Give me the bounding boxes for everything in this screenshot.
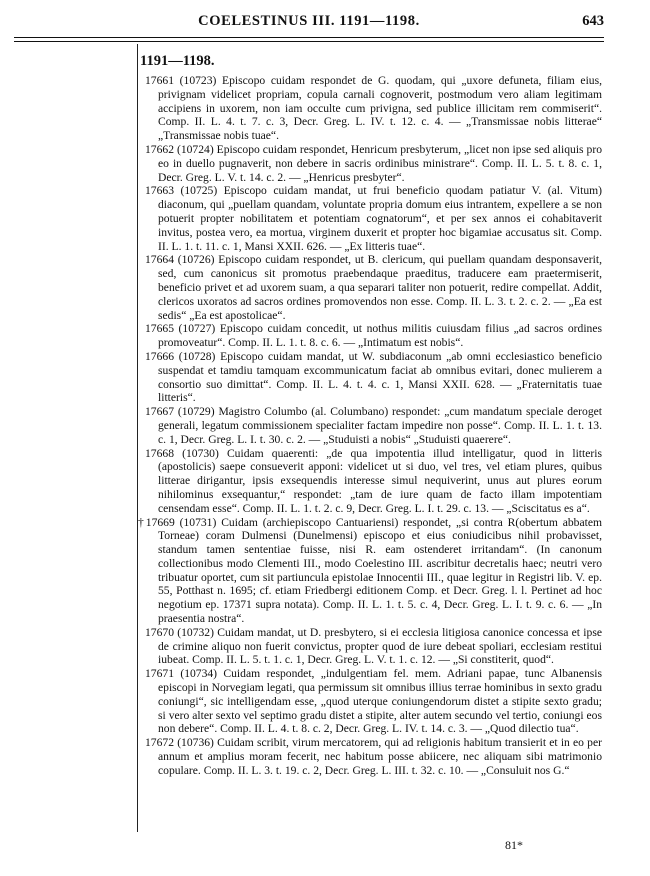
- regest-entry: [140, 667, 602, 736]
- signature-mark: 81*: [505, 838, 523, 852]
- page-number: 643: [582, 13, 604, 29]
- entry-text: 17671 (10734) Cuidam respondet, „indulgentiam fel. mem. Adriani papae, tunc Albanensis episcopi in Norvegiam legati, qua permissum sit omnibus illius terrae hominibus in sexto gradu coniungi“, sic intelligendam esse, „quod uterque coniungendorum distet a stipite sexto gradu; si vero alter sexto vel septimo gradu distet a stipite, alter autem secundo vel tertio, coniungi eos non debere“. Comp. II. L. 4. t. 8. c. 2, Decr. Greg. L. IV. t. 14. c. 3. — „Quod dilectio tua“.: [145, 667, 602, 736]
- entry-text: 17666 (10728) Episcopo cuidam mandat, ut W. subdiaconum „ab omni ecclesiastico beneficio suspendat et tamdiu tamquam excommunicatum faciat ab omnibus evitari, donec mulierem a consortio suo dimittat“. Comp. II. L. 4. t. 4. c. 1, Mansi XXII. 628. — „Fraternitatis tuae litteris“.: [145, 349, 602, 405]
- spurious-marker: †: [138, 515, 146, 529]
- margin-rule: [137, 44, 138, 832]
- regest-entry: [140, 736, 602, 777]
- regest-entry: [140, 74, 602, 143]
- header-rule-top: [14, 37, 604, 38]
- regest-entry: [140, 626, 602, 667]
- regest-entry: [140, 184, 602, 253]
- entry-text: 17662 (10724) Episcopo cuidam respondet, Henricum presbyterum, „licet non ipse sed aliquis pro eo in duello pugnaverit, non debere in sacris ordinibus ministrare“. Comp. II. L. 5. t. 8. c. 1, Decr. Greg. L. V. t. 14. c. 2. — „Henricus presbyter“.: [145, 142, 602, 184]
- regest-entry: [140, 322, 602, 350]
- regest-entry: [140, 253, 602, 322]
- regest-entry: [140, 405, 602, 446]
- entry-text: 17669 (10731) Cuidam (archiepiscopo Cantuariensi) respondet, „si contra R(obertum abbatem Torneae) coram Dulmensi (Dunelmensi) episcopo et eius coniudicibus nihil probavisset, standum tamen sententiae fuisse, nisi R. eam ostenderet irritandam“. (In canonum collectionibus modo Clementi III., modo Coelestino III. ascribitur decretalis haec; neutri vero tribuatur oportet, cum sit partiuncula epistolae Innocentii III., quae legitur in Registri lib. V. ep. 55, Potthast n. 1695; cf. etiam Friedbergi editionem Comp. et Decr. Greg. l. l. Pertinet ad hoc negotium ep. 17371 supra notata). Comp. II. L. 1. t. 5. c. 4, Decr. Greg. L. I. t. 9. c. 6. — „In praesentia nostra“.: [145, 515, 602, 626]
- entry-text: 17665 (10727) Episcopo cuidam concedit, ut nothus militis cuiusdam filius „ad sacros ordines promoveatur“. Comp. II. L. 1. t. 8. c. 6. — „Intimatum est nobis“.: [145, 322, 602, 350]
- entry-text: 17664 (10726) Episcopo cuidam respondet, ut B. clericum, qui puellam quandam desponsaverit, sed, cum canonicus sit promotus praebendaque praeditus, traducere eam praetermiserit, beneficio privet et ad uxorem suam, a qua separari taliter non potuerit, redire compellat. Addit, clericos uxoratos ad sacros ordines promovendos non esse. Comp. II. L. 3. t. 2. c. 2. — „Ea est sedis“ „Ea est apostolicae“.: [145, 253, 602, 322]
- regest-entry: [140, 447, 602, 516]
- header-rule-bottom: [14, 41, 604, 42]
- regest-entry: [140, 350, 602, 405]
- entry-text: 17663 (10725) Episcopo cuidam mandat, ut frui beneficio quodam patiatur V. (al. Vitum) diaconum, qui „puellam quandam, voluntate propria domum eius intrantem, expellere a se non potuerit propter nobilitatem et potentiam cognatorum“, et per sex annos ei cohabitaverit invitus, postea vero, ea mortua, virginem duxerit et propter hoc bigamiae accusatus sit. Comp. II. L. 1. t. 11. c. 1, Mansi XXII. 626. — „Ex litteris tuae“.: [145, 184, 602, 253]
- date-heading: 1191—1198.: [140, 53, 215, 69]
- entry-text: 17672 (10736) Cuidam scribit, virum mercatorem, qui ad religionis habitum transierit et in eo per annum et amplius moram fecerit, nec habitum posse abiicere, nec aliquam sibi matrimonio copulare. Comp. II. L. 3. t. 19. c. 2, Decr. Greg. L. III. t. 32. c. 10. — „Consuluit nos G.“: [145, 736, 602, 777]
- entry-text: 17670 (10732) Cuidam mandat, ut D. presbytero, si ei ecclesia litigiosa canonice concessa et ipse de crimine aliquo non fuerit convictus, propter quod de iure debeat spoliari, ecclesiam restitui iubeat. Comp. II. L. 5. t. 1. c. 1, Decr. Greg. L. V. t. 1. c. 12. — „Si constiterit, quod“.: [145, 625, 602, 667]
- main-text: [140, 52, 602, 778]
- running-title: COELESTINUS III. 1191—1198.: [198, 13, 420, 29]
- entry-text: 17668 (10730) Cuidam quaerenti: „de qua impotentia illud intelligatur, quod in litteris (apostolicis) saepe consueverit apponi: videlicet ut si duo, vel tres, vel etiam plures, quibus litterae dirigantur, ipsis exsequendis interesse simul nequiverint, unus aut plures eorum nihilominus exsequantur,“ respondet: „tam de iure quam de facto illam impotentiam censendam esse“. Comp. II. L. 1. t. 2. c. 9, Decr. Greg. L. I. t. 29. c. 13. — „Sciscitatus es a“.: [145, 446, 602, 515]
- running-header: [14, 11, 604, 33]
- entry-text: 17667 (10729) Magistro Columbo (al. Columbano) respondet: „cum mandatum speciale deroget generali, legatum commissionem specialiter factam impedire non posse“. Comp. II. L. 1. t. 13. c. 1, Decr. Greg. L. I. t. 30. c. 2. — „Studuisti a nobis“ „Studuisti quaerere“.: [145, 405, 602, 446]
- regest-entry: [140, 143, 602, 184]
- entry-text: 17661 (10723) Episcopo cuidam respondet de G. quodam, qui „uxore defuneta, filiam eius, privignam videlicet propriam, copula carnali cognoverit, postmodum vero aliam legitimam accipiens in uxorem, non iam occulte cum privigna, sed publice illicitam rem commiserit“. Comp. II. L. 4. t. 7. c. 3, Decr. Greg. L. IV. t. 12. c. 4. — „Transmissae nobis litterae“ „Transmissae nobis tuae“.: [145, 74, 602, 143]
- regest-entry: [140, 516, 602, 626]
